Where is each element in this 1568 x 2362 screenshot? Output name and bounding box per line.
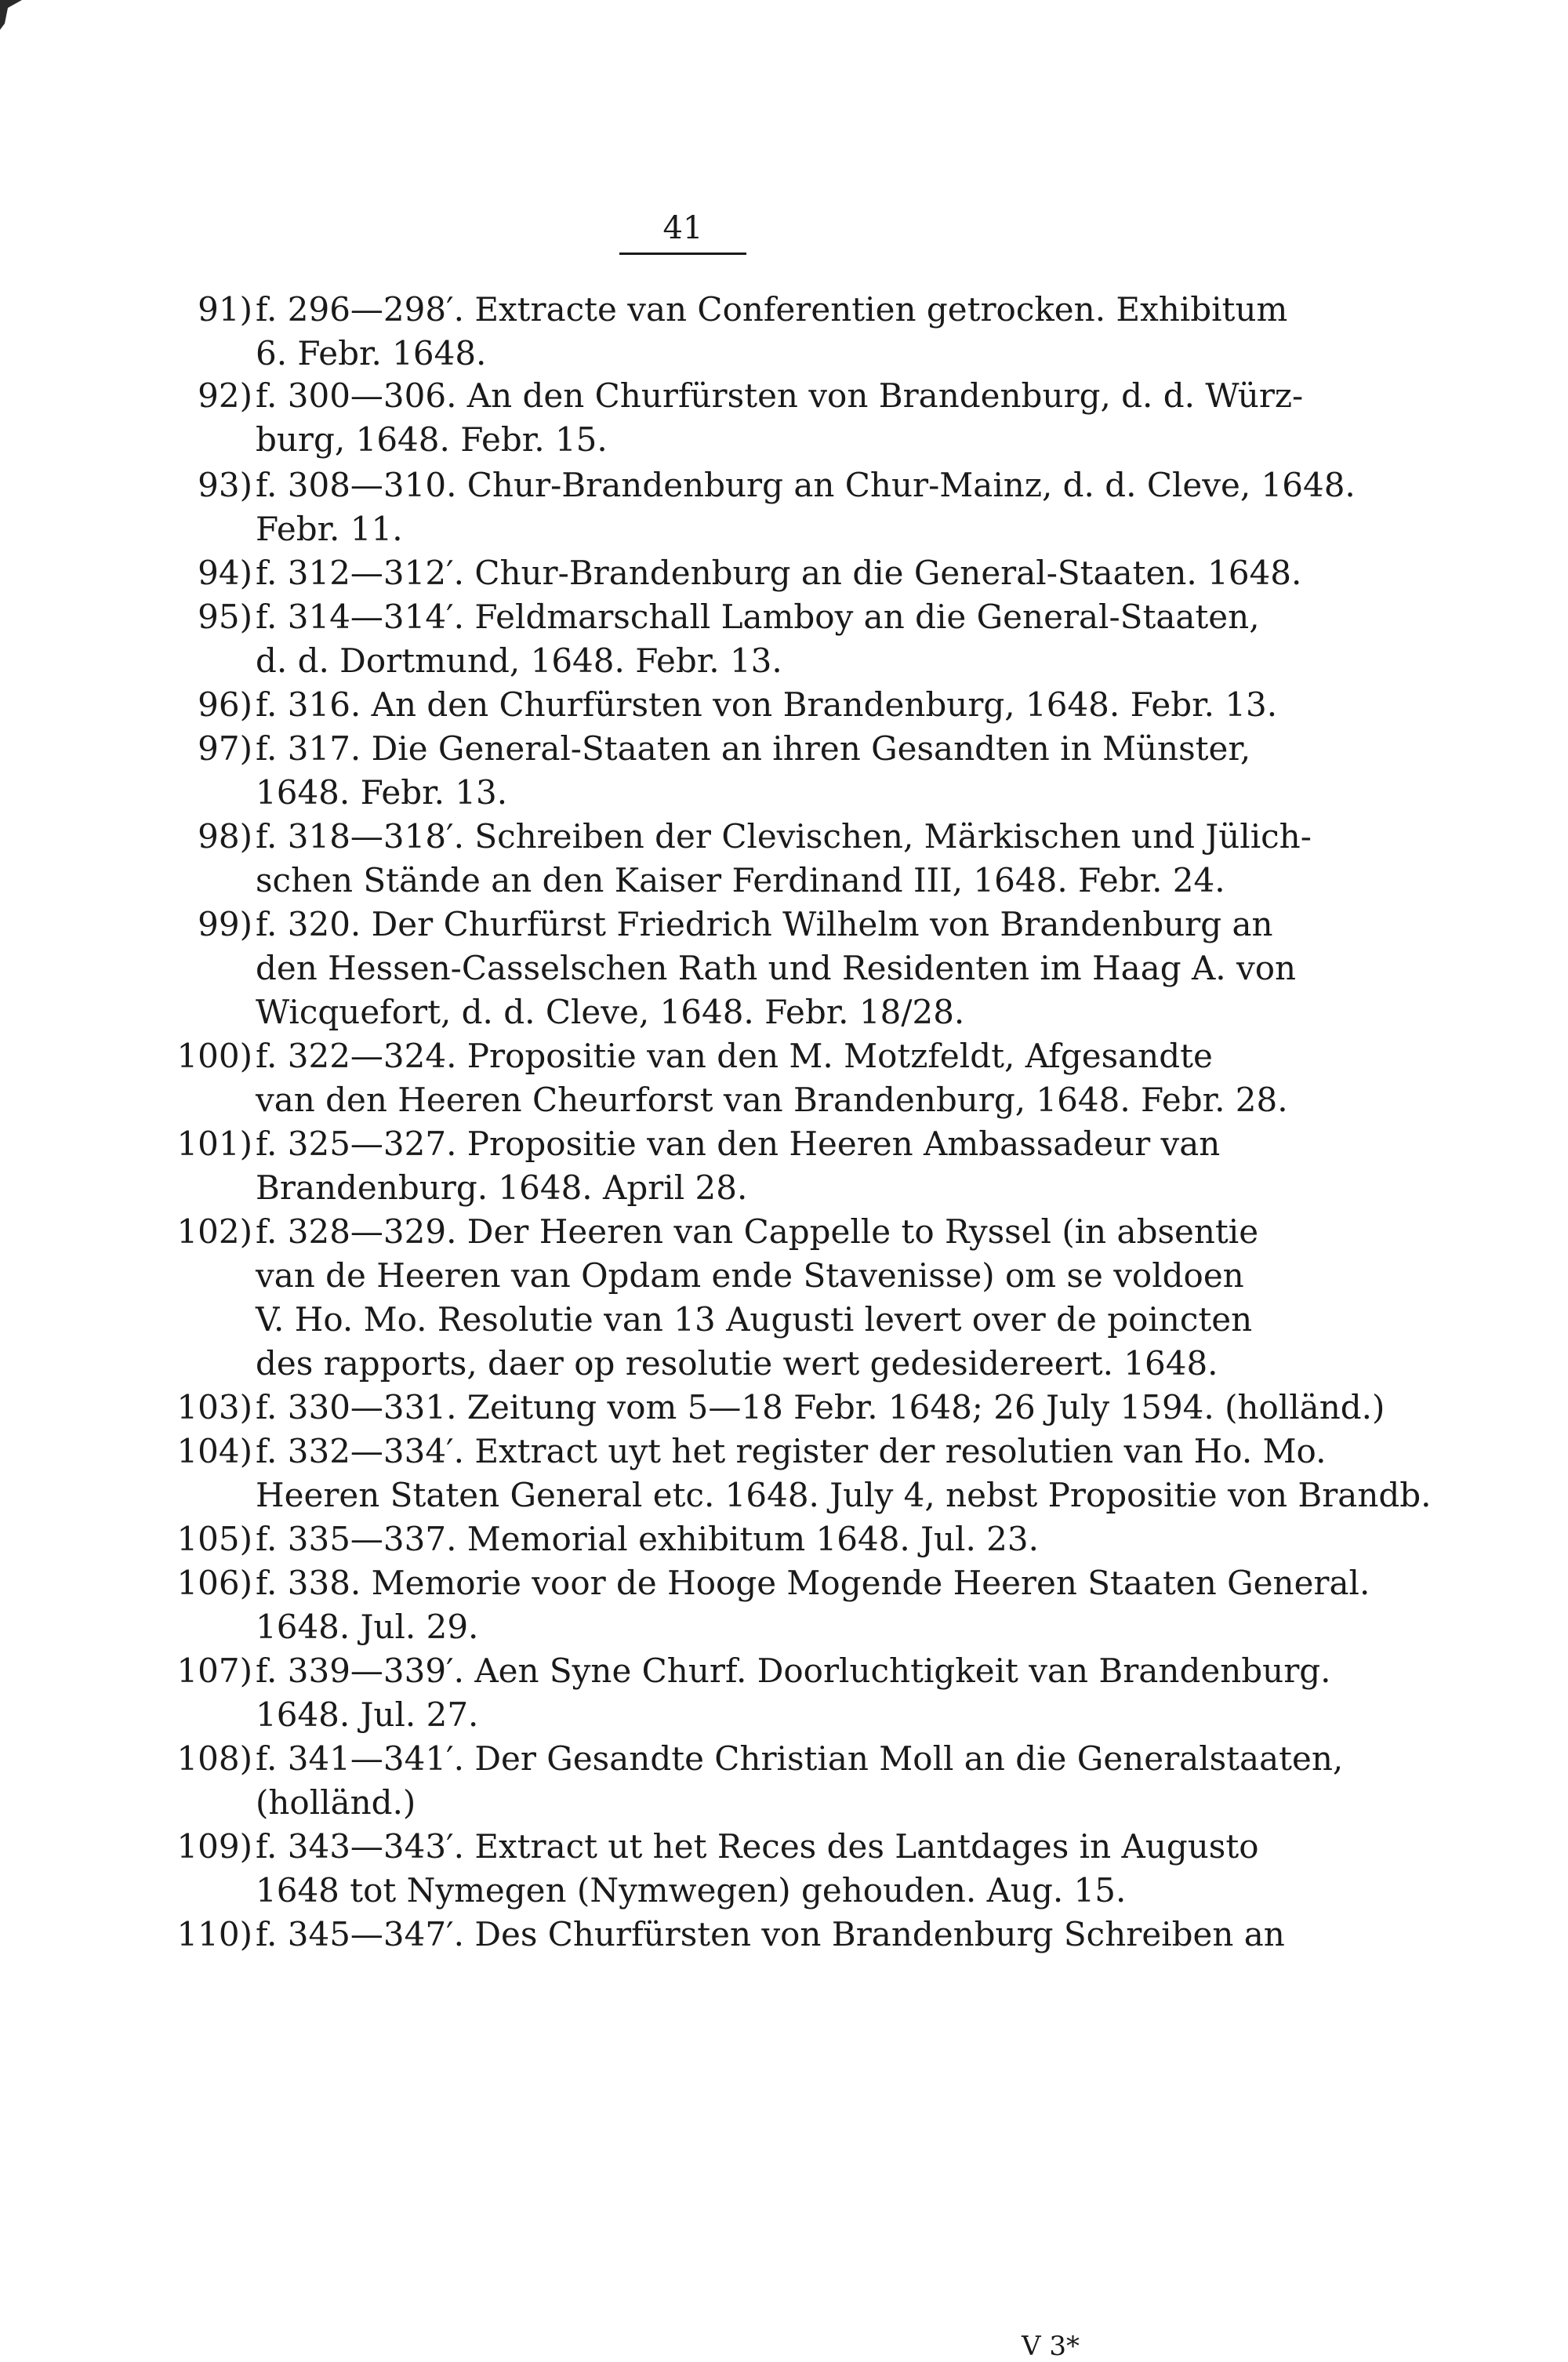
entry-number: 98) <box>198 817 252 856</box>
entry-text: f. 335—337. Memorial exhibitum 1648. Jul. 23. <box>256 1520 1039 1558</box>
entry-text: f. 343—343′. Extract ut het Reces des Lantdages in Augusto <box>256 1827 1259 1866</box>
entry-text: f. 317. Die General-Staaten an ihren Gesandten in Münster, <box>256 729 1251 768</box>
entry-text-continuation: 1648 tot Nymegen (Nymwegen) gehouden. Aug. 15. <box>256 1871 1127 1910</box>
entry-text-continuation: Febr. 11. <box>256 510 403 548</box>
entry-number: 92) <box>198 376 252 415</box>
entry-text-continuation: 6. Febr. 1648. <box>256 334 487 372</box>
entry-number: 108) <box>176 1739 252 1778</box>
entry-text: f. 322—324. Propositie van den M. Motzfeldt, Afgesandte <box>256 1037 1213 1075</box>
entry-text: f. 308—310. Chur-Brandenburg an Chur-Mainz, d. d. Cleve, 1648. <box>256 466 1356 504</box>
entry-text-continuation: Brandenburg. 1648. April 28. <box>256 1168 748 1207</box>
entry-number: 91) <box>198 290 252 329</box>
entry-text-continuation: 1648. Febr. 13. <box>256 773 508 812</box>
printer-signature: V 3* <box>1022 2331 1080 2362</box>
entry-text-continuation: (holländ.) <box>256 1783 416 1822</box>
entry-number: 106) <box>176 1564 252 1602</box>
page-number: 41 <box>662 210 703 246</box>
entry-text: f. 328—329. Der Heeren van Cappelle to Ryssel (in absentie <box>256 1212 1259 1251</box>
entry-text-continuation: V. Ho. Mo. Resolutie van 13 Augusti levert over de poincten <box>256 1300 1253 1339</box>
entry-text: f. 338. Memorie voor de Hooge Mogende Heeren Staaten General. <box>256 1564 1370 1602</box>
entry-number: 94) <box>198 554 252 592</box>
entry-text-continuation: van den Heeren Cheurforst van Brandenburg, 1648. Febr. 28. <box>256 1081 1288 1119</box>
entry-text-continuation: burg, 1648. Febr. 15. <box>256 420 608 459</box>
entry-number: 96) <box>198 685 252 724</box>
entry-text: f. 312—312′. Chur-Brandenburg an die General-Staaten. 1648. <box>256 554 1302 592</box>
entry-number: 110) <box>176 1915 252 1953</box>
entry-number: 101) <box>176 1125 252 1163</box>
entry-text: f. 339—339′. Aen Syne Churf. Doorluchtigkeit van Brandenburg. <box>256 1652 1331 1690</box>
entry-number: 102) <box>176 1212 252 1251</box>
entry-number: 103) <box>176 1388 252 1426</box>
entry-number: 95) <box>198 598 252 636</box>
entry-number: 107) <box>176 1652 252 1690</box>
entry-number: 99) <box>198 905 252 943</box>
entry-text-continuation: van de Heeren van Opdam ende Stavenisse) om se voldoen <box>256 1256 1244 1295</box>
entry-text-continuation: den Hessen-Casselschen Rath und Residenten im Haag A. von <box>256 949 1297 987</box>
entry-text: f. 332—334′. Extract uyt het register der resolutien van Ho. Mo. <box>256 1432 1327 1470</box>
entry-number: 105) <box>176 1520 252 1558</box>
entry-text: f. 345—347′. Des Churfürsten von Brandenburg Schreiben an <box>256 1915 1285 1953</box>
entry-text: f. 316. An den Churfürsten von Brandenburg, 1648. Febr. 13. <box>256 685 1278 724</box>
entry-text: f. 296—298′. Extracte van Conferentien getrocken. Exhibitum <box>256 290 1288 329</box>
entry-text: f. 320. Der Churfürst Friedrich Wilhelm von Brandenburg an <box>256 905 1273 943</box>
entry-text: f. 314—314′. Feldmarschall Lamboy an die General-Staaten, <box>256 598 1260 636</box>
entry-number: 104) <box>176 1432 252 1470</box>
entry-text-continuation: schen Stände an den Kaiser Ferdinand III, 1648. Febr. 24. <box>256 861 1225 899</box>
entry-number: 109) <box>176 1827 252 1866</box>
entry-text: f. 325—327. Propositie van den Heeren Ambassadeur van <box>256 1125 1221 1163</box>
entry-text-continuation: 1648. Jul. 29. <box>256 1608 479 1646</box>
entry-text-continuation: des rapports, daer op resolutie wert gedesidereert. 1648. <box>256 1344 1218 1383</box>
entry-text: f. 300—306. An den Churfürsten von Brandenburg, d. d. Würz- <box>256 376 1304 415</box>
entry-text: f. 318—318′. Schreiben der Clevischen, Märkischen und Jülich- <box>256 817 1312 856</box>
entry-text-continuation: d. d. Dortmund, 1648. Febr. 13. <box>256 641 782 680</box>
entry-number: 100) <box>176 1037 252 1075</box>
entry-text: f. 341—341′. Der Gesandte Christian Moll an die Generalstaaten, <box>256 1739 1344 1778</box>
entry-number: 93) <box>198 466 252 504</box>
entry-text-continuation: Wicquefort, d. d. Cleve, 1648. Febr. 18/28. <box>256 993 965 1031</box>
entry-number: 97) <box>198 729 252 768</box>
entry-text-continuation: Heeren Staten General etc. 1648. July 4, nebst Propositie von Brandb. <box>256 1476 1432 1514</box>
entry-text: f. 330—331. Zeitung vom 5—18 Febr. 1648; 26 July 1594. (holländ.) <box>256 1388 1385 1426</box>
entry-text-continuation: 1648. Jul. 27. <box>256 1695 479 1734</box>
